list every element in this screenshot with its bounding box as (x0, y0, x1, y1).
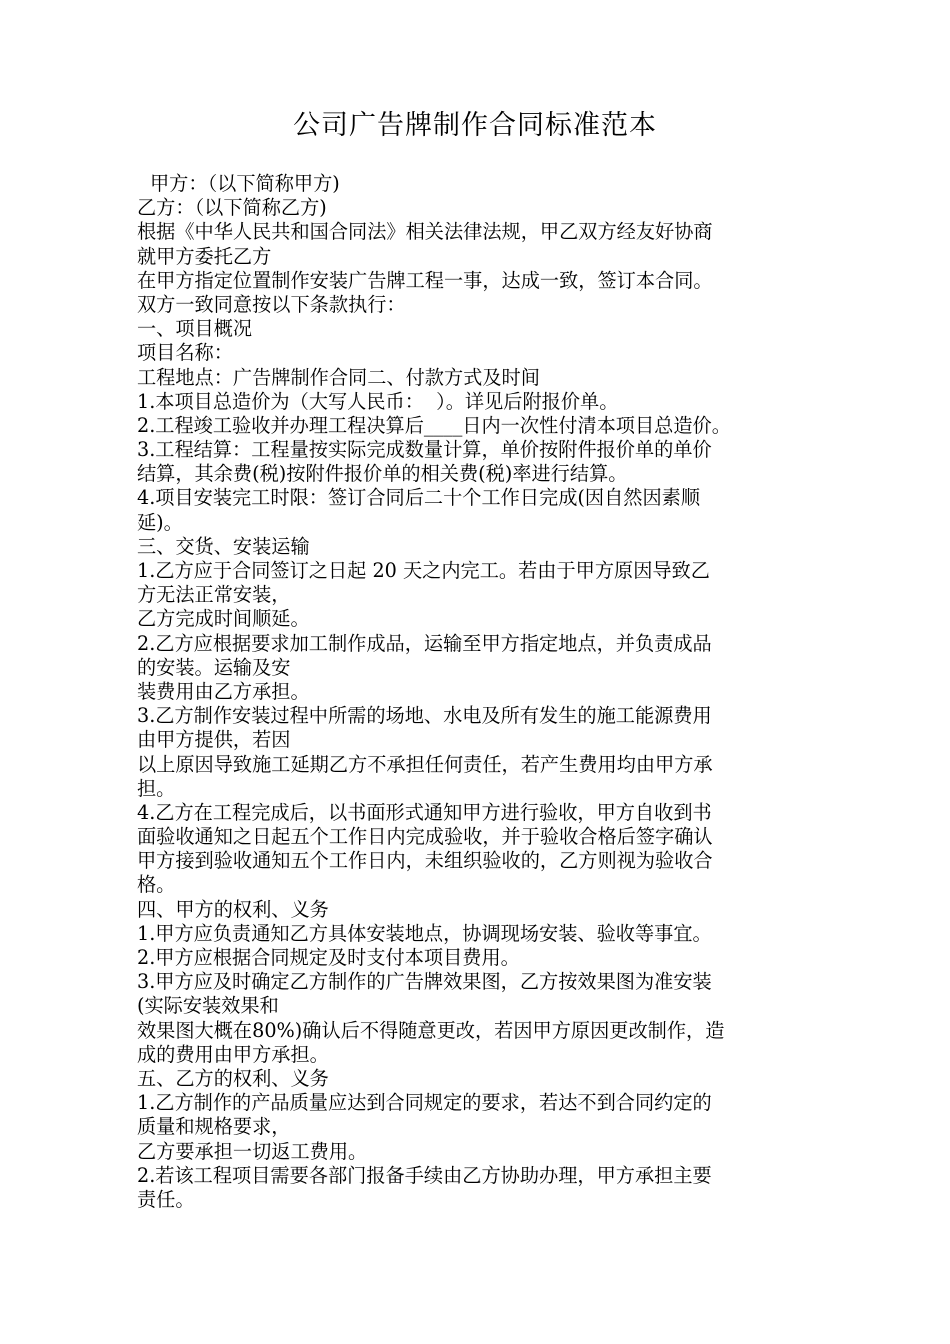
clause-line: 3.甲方应及时确定乙方制作的广告牌效果图，乙方按效果图为准安装 (137, 970, 712, 994)
paragraph-line: 就甲方委托乙方 (137, 244, 272, 268)
clause-line: 1.乙方制作的产品质量应达到合同规定的要求，若达不到合同约定的 (137, 1091, 712, 1115)
clause-line: 延)。 (137, 510, 183, 534)
paragraph-line: 双方一致同意按以下条款执行： (137, 292, 406, 316)
clause-line: 1.甲方应负责通知乙方具体安装地点，协调现场安装、验收等事宜。 (137, 921, 712, 945)
clause-line: 面验收通知之日起五个工作日内完成验收，并于验收合格后签字确认 (137, 825, 713, 849)
paragraph-line: 在甲方指定位置制作安装广告牌工程一事，达成一致，签订本合同。 (137, 268, 713, 292)
clause-line: 效果图大概在80%)确认后不得随意更改，若因甲方原因更改制作，造 (137, 1018, 725, 1042)
section-heading-party-a-rights: 四、甲方的权利、义务 (137, 897, 329, 921)
document-body (137, 172, 827, 1212)
clause-line: 1.乙方应于合同签订之日起 20 天之内完工。若由于甲方原因导致乙 (137, 559, 710, 582)
project-location-line: 工程地点：广告牌制作合同二、付款方式及时间 (137, 365, 540, 389)
clause-line: 乙方完成时间顺延。 (137, 607, 310, 631)
clause-line: 乙方要承担一切返工费用。 (137, 1139, 368, 1163)
clause-line: 2.甲方应根据合同规定及时支付本项目费用。 (137, 946, 520, 969)
clause-line: 1.本项目总造价为（大写人民币： ）。详见后附报价单。 (137, 389, 619, 413)
clause-line: 的安装。运输及安 (137, 655, 291, 679)
project-name-line: 项目名称： (137, 341, 233, 365)
clause-line: 结算，其余费(税)按附件报价单的相关费(税)率进行结算。 (137, 462, 628, 486)
section-heading-party-b-rights: 五、乙方的权利、义务 (137, 1066, 329, 1090)
clause-line: 4.项目安装完工时限：签订合同后二十个工作日完成(因自然因素顺 (137, 486, 701, 510)
clause-line: 格。 (137, 873, 176, 897)
section-heading-delivery: 三、交货、安装运输 (137, 534, 310, 558)
clause-line: (实际安装效果和 (137, 994, 279, 1018)
clause-line: 担。 (137, 776, 176, 800)
clause-line: 甲方接到验收通知五个工作日内，未组织验收的，乙方则视为验收合 (137, 849, 713, 873)
section-heading-project-overview: 一、项目概况 (137, 317, 253, 341)
clause-line: 3.工程结算：工程量按实际完成数量计算，单价按附件报价单的单价 (137, 438, 712, 462)
clause-line: 由甲方提供，若因 (137, 728, 291, 752)
party-a-line: 甲方：（以下简称甲方) (150, 172, 340, 195)
clause-line: 2.若该工程项目需要各部门报备手续由乙方协助办理，甲方承担主要 (137, 1163, 712, 1187)
clause-line: 4.乙方在工程完成后，以书面形式通知甲方进行验收，甲方自收到书 (137, 800, 712, 824)
clause-line: 方无法正常安装， (137, 583, 291, 607)
clause-line: 质量和规格要求， (137, 1115, 291, 1139)
clause-line: 2.乙方应根据要求加工制作成品，运输至甲方指定地点，并负责成品 (137, 631, 712, 655)
clause-line: 2.工程竣工验收并办理工程决算后____日内一次性付清本项目总造价。 (137, 413, 731, 437)
clause-line: 成的费用由甲方承担。 (137, 1042, 329, 1066)
clause-line: 责任。 (137, 1187, 195, 1211)
clause-line: 装费用由乙方承担。 (137, 679, 310, 703)
document-title: 公司广告牌制作合同标准范本 (293, 110, 657, 141)
clause-line: 以上原因导致施工延期乙方不承担任何责任，若产生费用均由甲方承 (137, 752, 713, 776)
paragraph-line: 根据《中华人民共和国合同法》相关法律法规，甲乙双方经友好协商 (137, 220, 713, 244)
party-b-line: 乙方：（以下简称乙方) (137, 196, 327, 220)
clause-line: 3.乙方制作安装过程中所需的场地、水电及所有发生的施工能源费用 (137, 704, 712, 728)
